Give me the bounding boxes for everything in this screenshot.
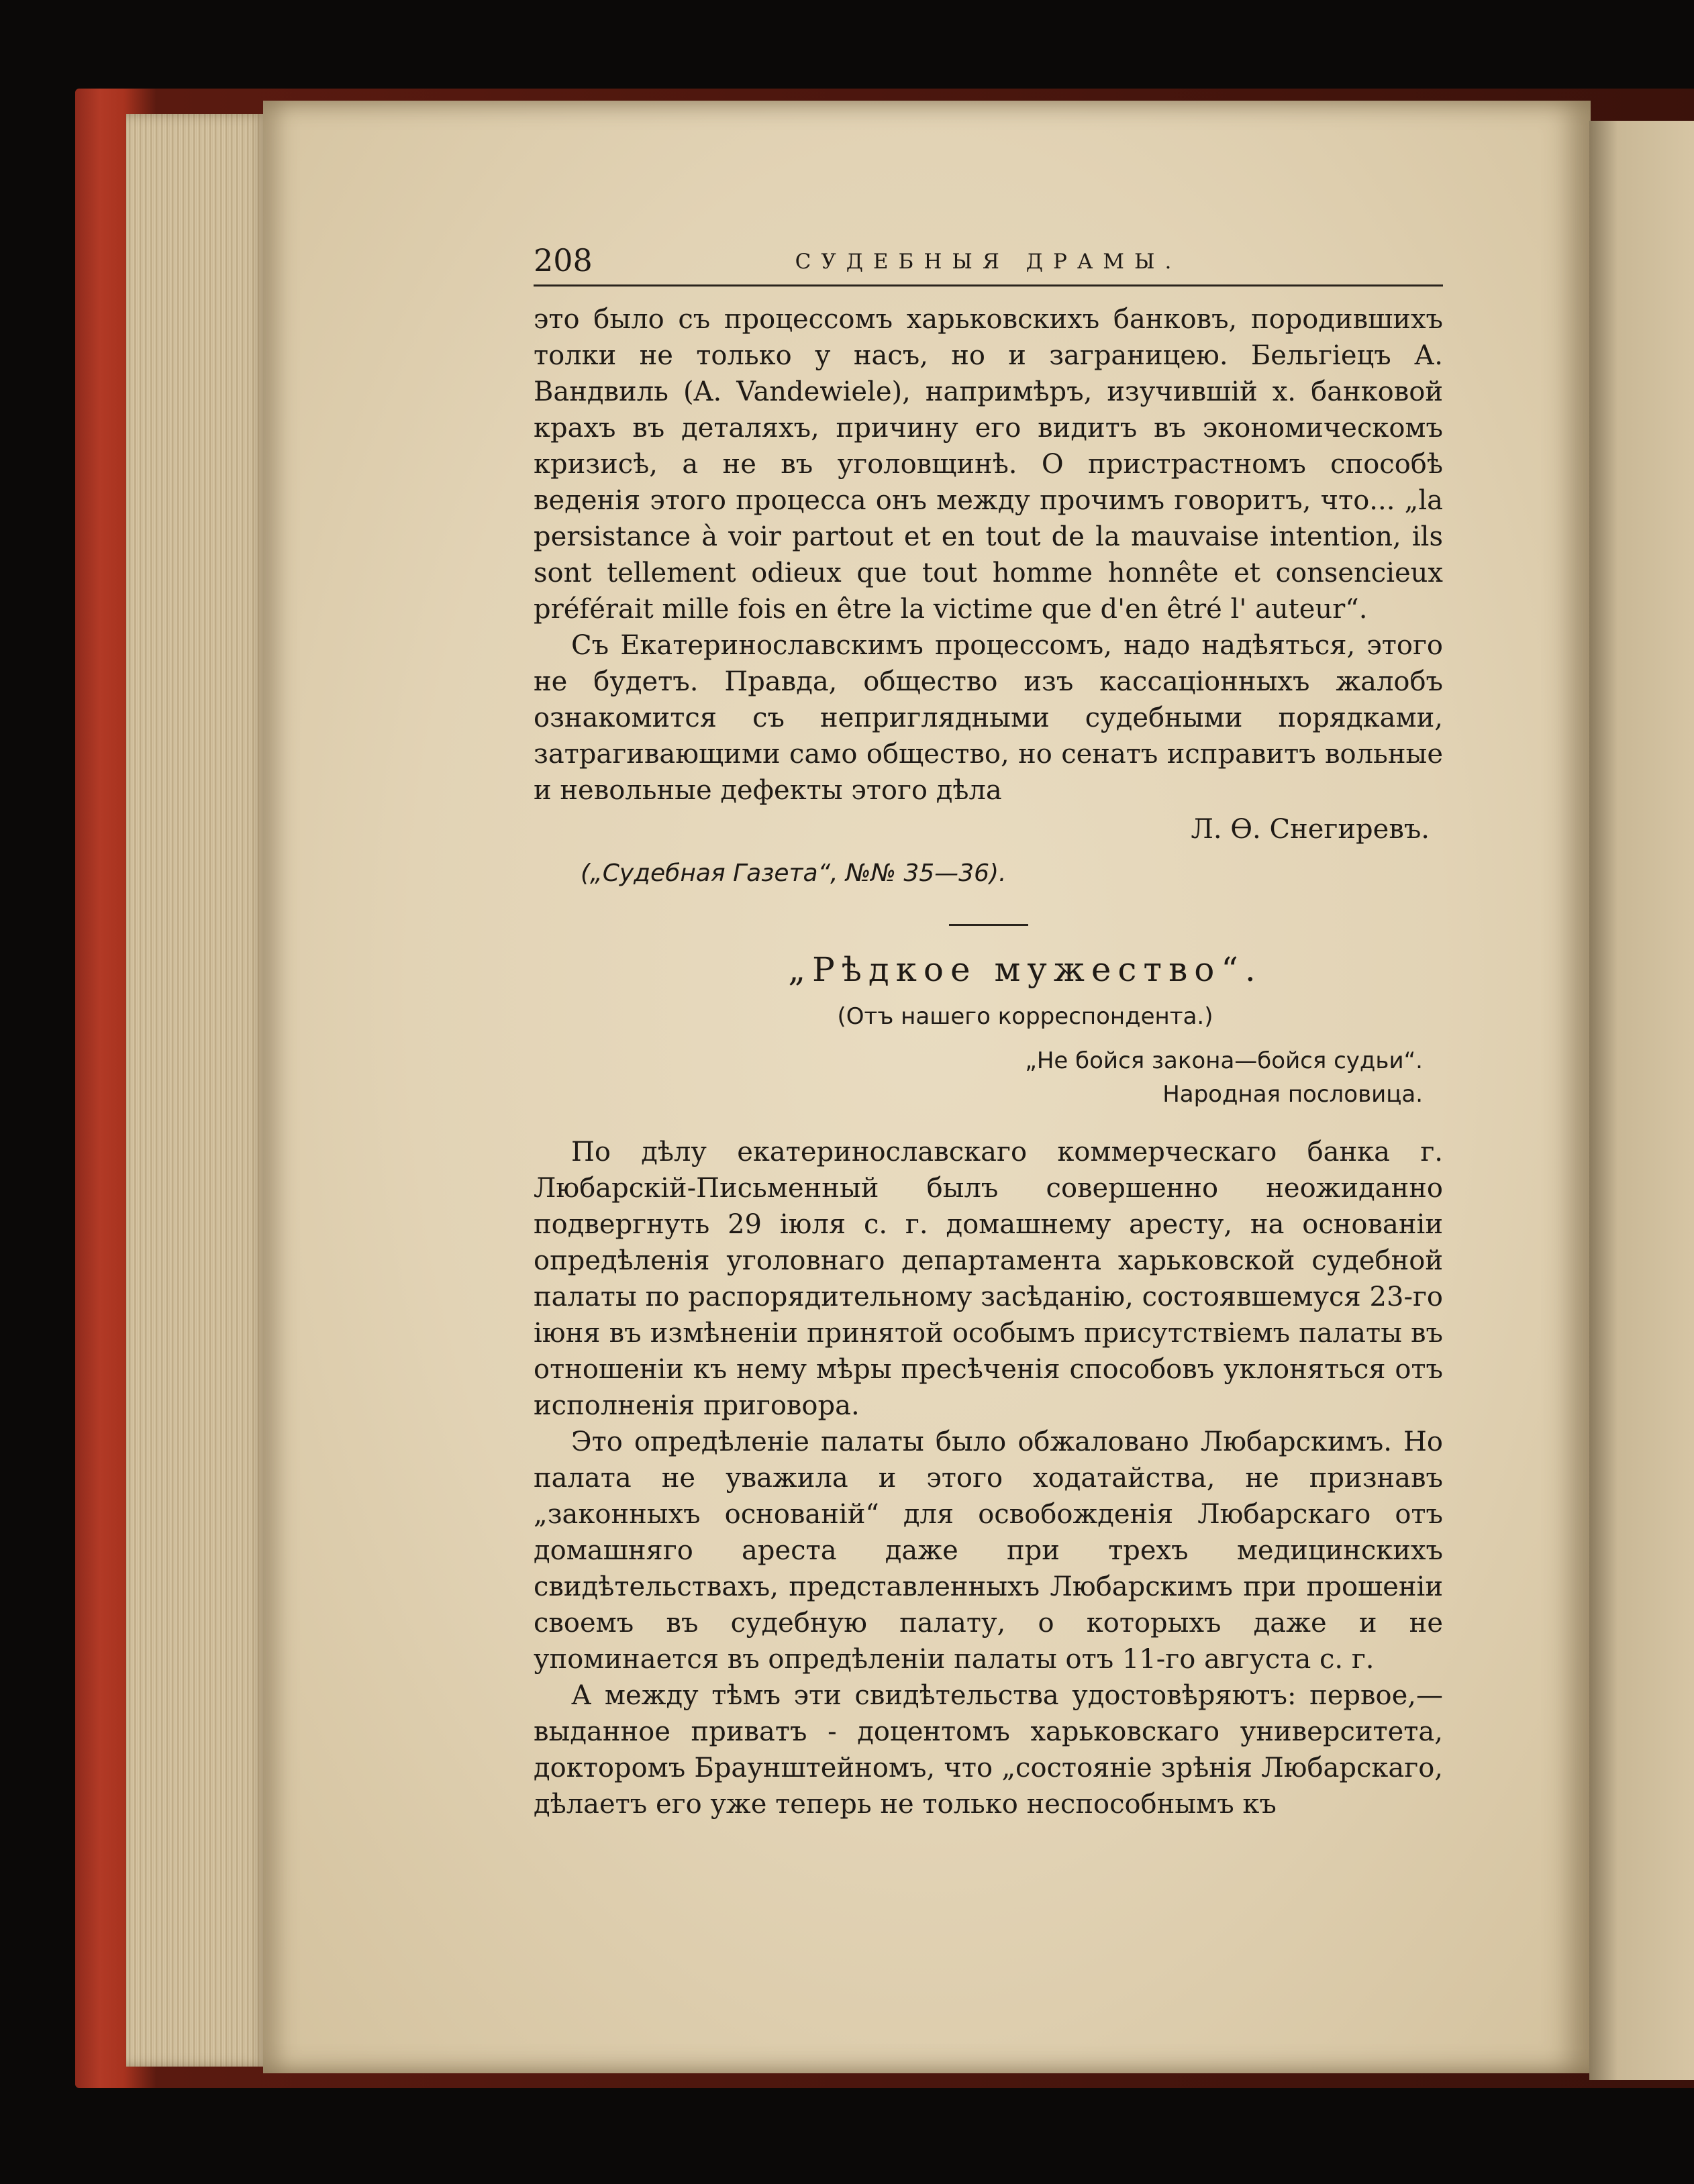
running-head: [534, 242, 1443, 287]
author-signature: Л. Ѳ. Снегиревъ.: [1191, 814, 1430, 845]
article-body: [534, 1134, 1443, 1822]
paragraph: это было съ процессомъ харьковскихъ банковъ, породившихъ толки не только у насъ, но и заграницею. Бельгіецъ А. Вандвиль (A. Vandewiele), напримѣръ, изучившій х. банковой крахъ въ деталяхъ, причину его видитъ въ экономическомъ кризисѣ, а не въ уголовщинѣ. О пристрастномъ способѣ веденія этого процесса онъ между прочимъ говоритъ, что... „la persistance à voir partout et en tout de la mauvaise intention, ils sont tellement odieux que tout homme honnête et consencieux préférait mille fois en être la victime que d'en êtré l' auteur“.: [534, 304, 1443, 625]
article-title: „Рѣдкое мужество“.: [788, 950, 1262, 989]
previous-article: [534, 301, 1443, 809]
page-edges: [126, 114, 267, 2067]
epigraph-quote: „Не бойся закона—бойся судьи“.: [1025, 1047, 1423, 1074]
facing-page-edge: [1589, 121, 1694, 2080]
source-citation: („Судебная Газета“, №№ 35—36).: [581, 860, 1007, 887]
paragraph: По дѣлу екатеринославскаго коммерческаго банка г. Любарскій-Письменный былъ совершенно неожиданно подвергнуть 29 іюля с. г. домашнему аресту, на основаніи опредѣленія уголовнаго департамента харьковской судебной палаты по распорядительному засѣданію, состоявшемуся 23-го іюня въ измѣненіи принятой особымъ присутствіемъ палаты въ отношеніи къ нему мѣры пресѣченія способовъ уклоняться отъ исполненія приговора.: [534, 1137, 1443, 1421]
page-content: [534, 242, 1443, 1822]
page-number: 208: [534, 242, 593, 278]
epigraph: [534, 1044, 1443, 1111]
paragraph: Съ Екатеринославскимъ процессомъ, надо надѣяться, этого не будетъ. Правда, общество изъ кассаціонныхъ жалобъ ознакомится съ неприглядными судебными порядками, затрагивающими само общество, но сенатъ исправитъ вольные и невольные дефекты этого дѣла: [534, 630, 1443, 806]
paragraph: Это опредѣленіе палаты было обжаловано Любарскимъ. Но палата не уважила и этого ходатайства, не признавъ „законныхъ основаній“ для освобожденія Любарскаго отъ домашняго ареста даже при трехъ медицинскихъ свидѣтельствахъ, представленныхъ Любарскимъ при прошеніи своемъ въ судебную палату, о которыхъ даже и не упоминается въ опредѣленіи палаты отъ 11-го августа с. г.: [534, 1426, 1443, 1675]
running-title: СУДЕБНЫЯ ДРАМЫ.: [795, 250, 1182, 274]
paragraph: А между тѣмъ эти свидѣтельства удостовѣряютъ: первое,— выданное приватъ - доцентомъ харьковскаго университета, докторомъ Браунштейномъ, что „состояніе зрѣнія Любарскаго, дѣлаетъ его уже теперь не только неспособнымъ къ: [534, 1680, 1443, 1820]
epigraph-source: Народная пословица.: [1162, 1081, 1423, 1108]
section-divider: [949, 924, 1028, 926]
article-byline: (Отъ нашего корреспондента.): [837, 1003, 1213, 1030]
